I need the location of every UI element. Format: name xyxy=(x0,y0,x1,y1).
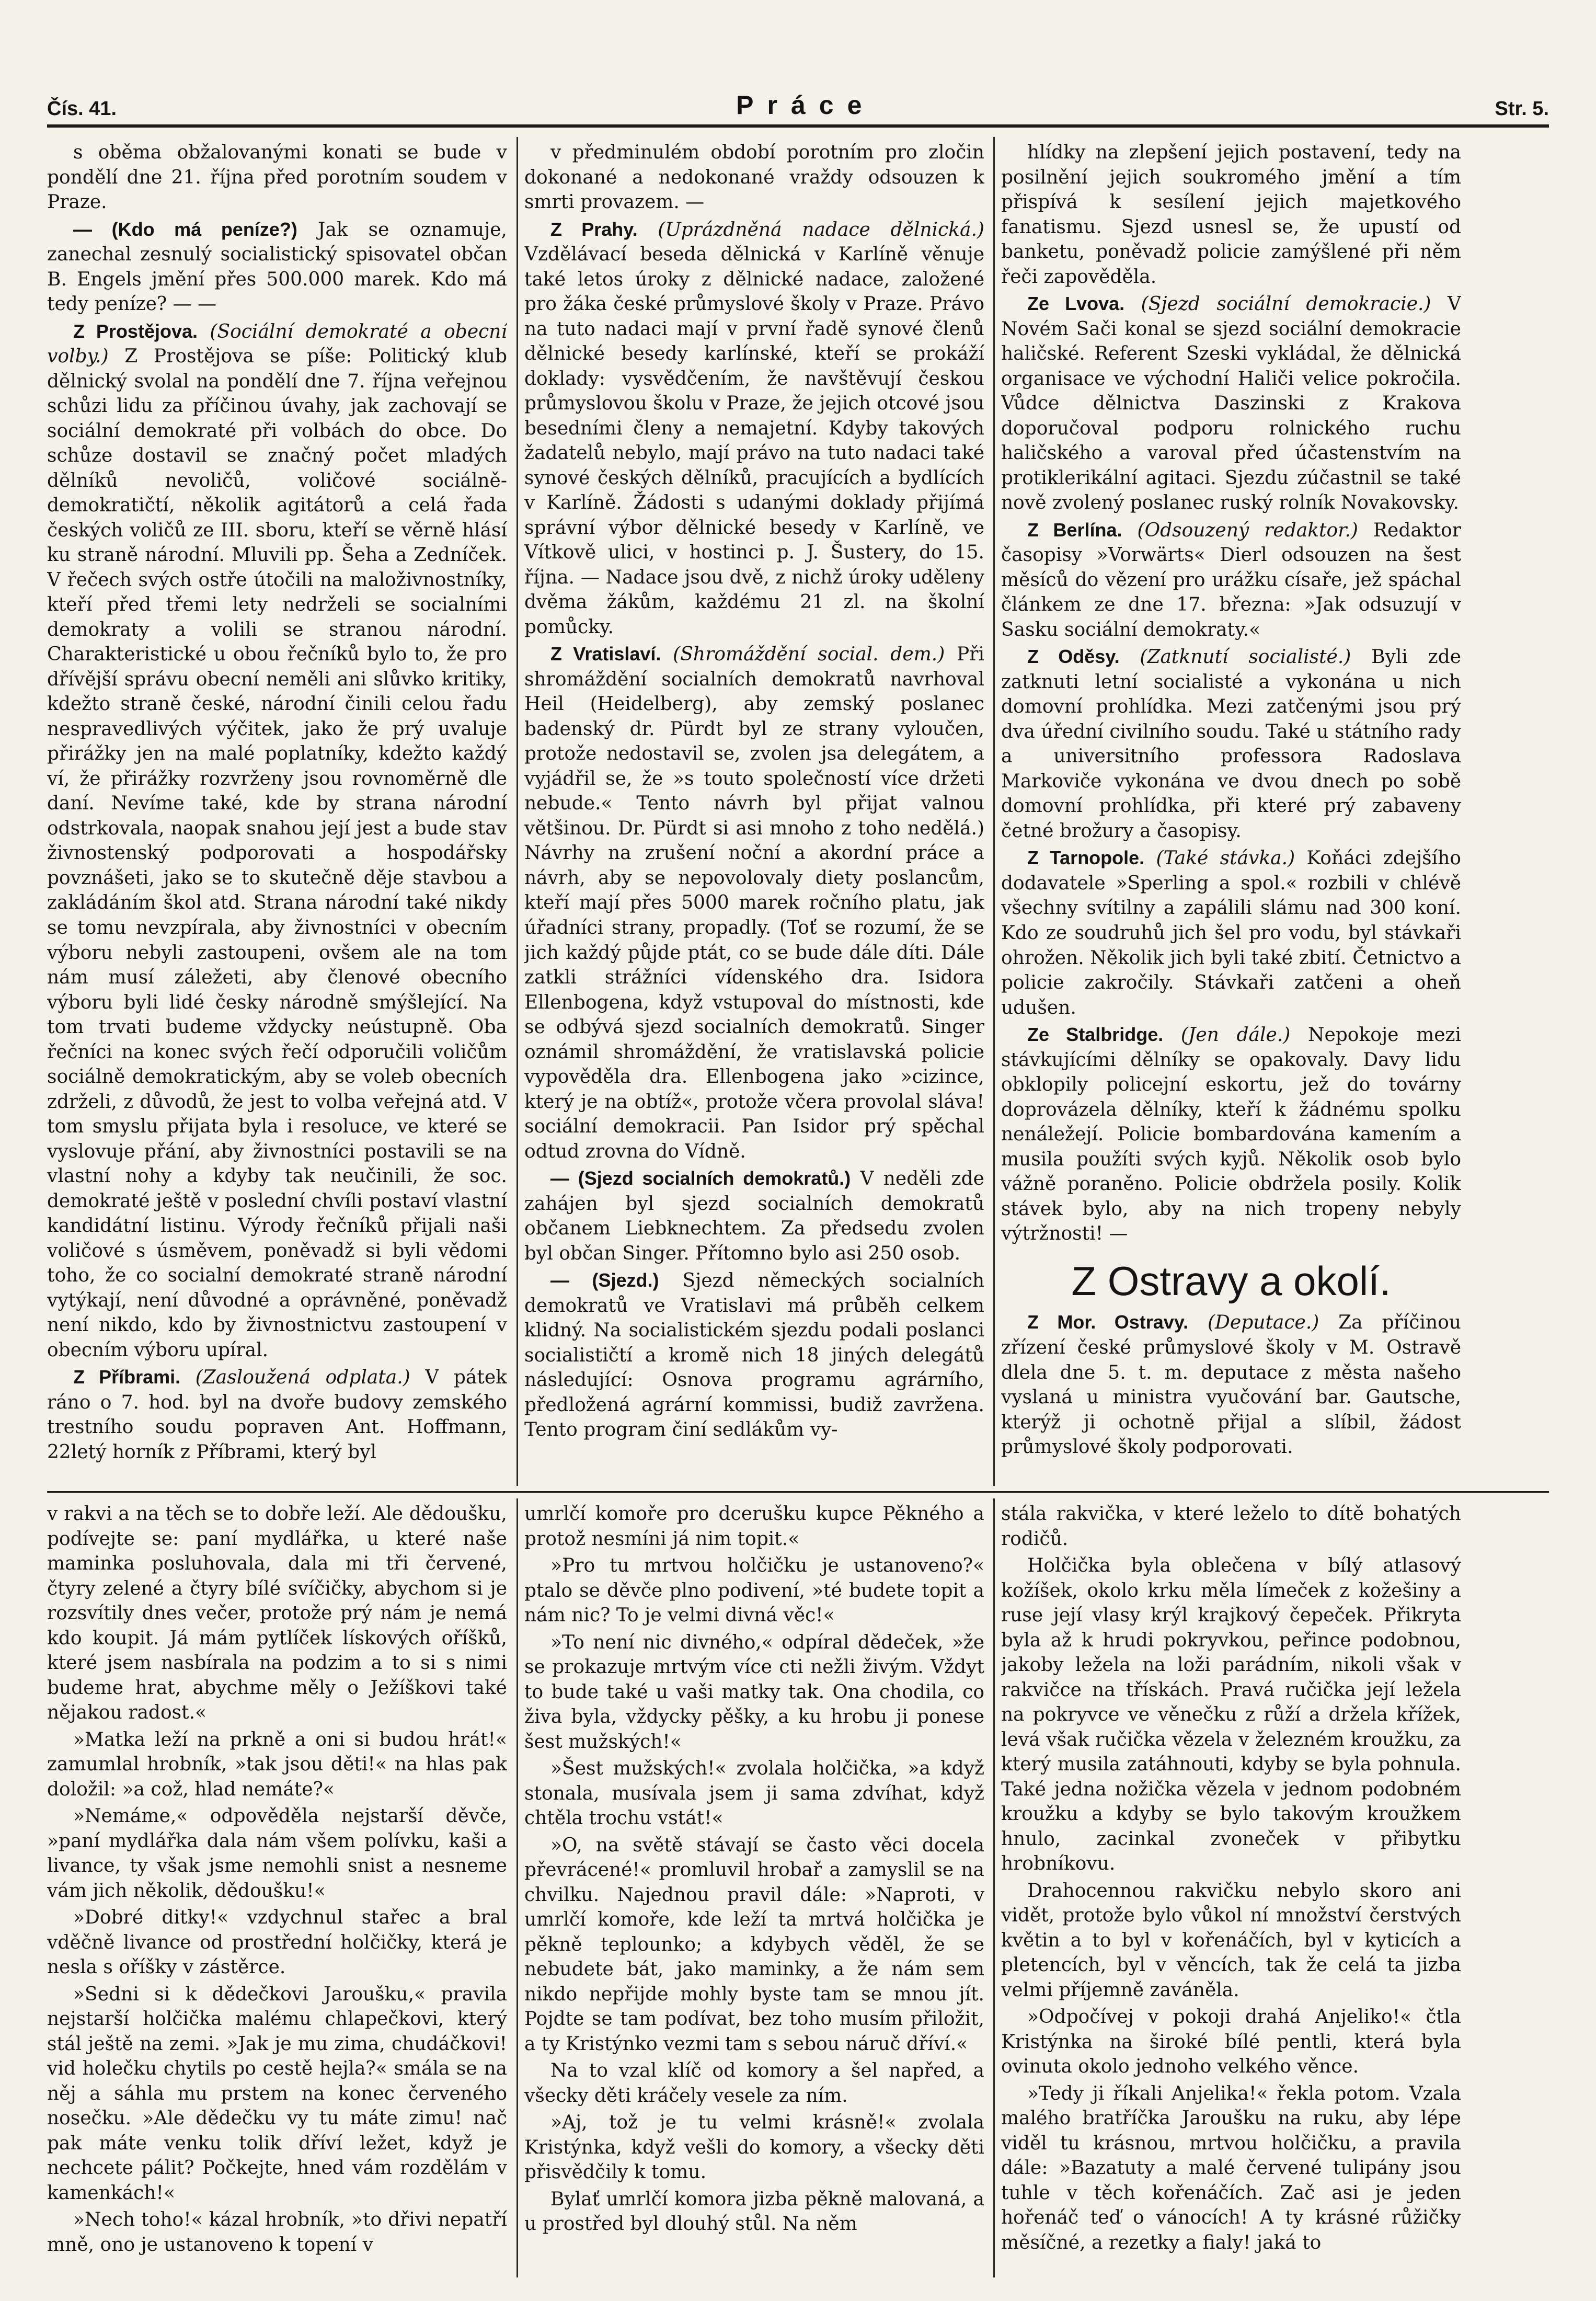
article-subheading: (Odsouzený redaktor.) xyxy=(1137,519,1358,541)
newspaper-title: Práce xyxy=(736,90,876,120)
article-paragraph xyxy=(524,140,984,215)
article-paragraph xyxy=(1001,1502,1461,1551)
article-subheading: (Shromáždění social. dem.) xyxy=(673,644,945,666)
article-heading: Ze Lvova. xyxy=(1027,293,1125,315)
article-text: »Aj, tož je tu velmi krásně!« zvolala Kristýnka, když vešli do komory, a všecky děti přisvědčily k tomu. xyxy=(524,2112,984,2183)
article-paragraph xyxy=(47,1365,507,1464)
article-text: Sjezd německých socialních demokratů ve Vratislavi má průběh celkem klidný. Na socialistickém sjezdu podali poslanci socialističtí a kromě nich 18 jiných delegátů následující: Osnova programu agrárního, předložená agrární kommissi, budiž zavržena. Tento program činí sedlákům vy- xyxy=(524,1270,984,1441)
article-paragraph xyxy=(524,2058,984,2108)
article-subheading: (Také stávka.) xyxy=(1156,848,1295,869)
article-paragraph xyxy=(47,319,507,1363)
article-heading: — (Kdo má peníze?) xyxy=(73,218,297,240)
article-heading: Z Příbrami. xyxy=(73,1366,181,1388)
article-heading: — (Sjezd.) xyxy=(550,1269,659,1291)
article-subheading: (Uprázdněná nadace dělnická.) xyxy=(658,219,984,241)
article-paragraph xyxy=(1001,1553,1461,1876)
article-text: v rakvi a na těch se to dobře leží. Ale dědoušku, podívejte se: paní mydlářka, u které naše maminka posluhovala, dala mi tři červené, čtyry zelené a čtyry bílé svíčičky, abychom si je rozsvítily dnes večer, protože prý nám je nemá kdo koupit. Já mám pytlíček lískových oříšků, které jsem nasbírala na podzim a to si s nimi budeme hrat, abychme měly o Ježíškovi také nějakou radost.« xyxy=(47,1503,507,1724)
article-text: Byli zde zatknuti letní socialisté a vykonána u nich domovní prohlídka. Mezi zatčenými jsou prý dva úřední civilního soudu. Také u státního rady a universitního professora Radoslava Markoviče vykonána ve dvou dnech po sobě domovní prohlídka, při které prý zabaveny četné brožury a časopisy. xyxy=(1001,646,1461,842)
article-paragraph xyxy=(47,140,507,215)
feuilleton-rule xyxy=(47,1491,1549,1493)
article-paragraph xyxy=(1001,644,1461,843)
article-paragraph xyxy=(524,1630,984,1755)
article-heading: Z Prostějova. xyxy=(73,320,198,342)
article-subheading: (Zasloužená odplata.) xyxy=(195,1367,410,1389)
article-paragraph xyxy=(524,1553,984,1628)
article-paragraph xyxy=(1001,2081,1461,2256)
article-text: umrlčí komoře pro dcerušku kupce Pěkného a protož nesmíni já nim topit.« xyxy=(524,1503,984,1550)
article-paragraph xyxy=(1001,291,1461,516)
article-paragraph xyxy=(47,1905,507,1980)
article-paragraph xyxy=(1001,1022,1461,1246)
article-text: V neděli zde zahájen byl sjezd socialních demokratů občanem Liebknechtem. Za předsedu zvolen byl občan Singer. Přítomno bylo asi 250 osob. xyxy=(524,1168,984,1264)
column-divider xyxy=(516,137,518,1486)
article-text: s oběma obžalovanými konati se bude v pondělí dne 21. října před porotním soudem v Praze. xyxy=(47,142,507,213)
article-subheading: (Zatknutí socialisté.) xyxy=(1140,646,1351,668)
bottom-column-1 xyxy=(47,1502,507,2275)
masthead-rule xyxy=(47,124,1549,128)
article-heading: Ze Stalbridge. xyxy=(1027,1024,1164,1046)
column-divider xyxy=(993,137,995,1486)
article-text: »Pro tu mrtvou holčičku je ustanoveno?« ptalo se děvče plno podivení, »té budete topit a nám nic? To je velmi divná věc!« xyxy=(524,1555,984,1627)
article-heading: Z Prahy. xyxy=(550,218,638,240)
article-text: »To není nic divného,« odpíral dědeček, »že se prokazuje mrtvým více cti nežli živým. Vždyt to bude také u vaši matky tak. Ona chodila, co živa byla, vždycky pěšky, a ku hrobu ji ponese šest mužských!« xyxy=(524,1631,984,1753)
column-divider xyxy=(993,1498,995,2277)
article-text: v předminulém období porotním pro zločin dokonané a nedokonané vraždy odsouzen k smrti provazem. — xyxy=(524,142,984,213)
article-paragraph xyxy=(47,217,507,317)
article-paragraph xyxy=(1001,140,1461,289)
article-text: »Dobré ditky!« vzdychnul stařec a bral vděčně livance od prostřední holčičky, která je nesla s oříšky v zástěrce. xyxy=(47,1907,507,1978)
article-paragraph xyxy=(1001,518,1461,643)
article-paragraph xyxy=(47,1727,507,1802)
article-heading: Z Mor. Ostravy. xyxy=(1027,1311,1189,1333)
article-heading: Z Berlína. xyxy=(1027,519,1122,541)
article-paragraph xyxy=(47,2207,507,2257)
article-heading: Z Vratislaví. xyxy=(550,643,661,665)
article-paragraph xyxy=(1001,1879,1461,2003)
article-text: Koňáci zdejšího dodavatele »Sperling a spol.« rozbili v chlévě všechny svítilny a zapálili slámu nad 300 koní. Kdo ze soudruhů jich šel pro vodu, byl stávkaři ohrožen. Několik jich byli také zbití. Četnictvo a policie zakročily. Stávkaři zatčeni a oheň udušen. xyxy=(1001,848,1461,1018)
article-text: Za příčinou zřízení české průmyslové školy v M. Ostravě dlela dne 5. t. m. deputace z města našeho vyslaná u ministra vyučování bar. Gautsche, kterýž ji ochotně přijal a slíbil, žádost průmyslové školy podporovati. xyxy=(1001,1312,1461,1458)
article-paragraph xyxy=(524,1268,984,1443)
article-text: Z Prostějova se píše: Politický klub dělnický svolal na pondělí dne 7. října veřejnou schůzi lidu za příčinou úvahy, jak zachovají se sociální demokraté při volbách do obce. Do schůze dostavil se značný počet mladých dělníků nevoličů, voličové sociálně-demokratičtí, několik agitátorů a celá řada českých voličů ze III. sboru, kteří se věrně hlásí ku straně národní. Mluvili pp. Šeha a Zedníček. V řečech svých ostře útočili na maloživnostníky, kteří před třemi lety nedrželi se socialními demokraty a volili se stranou národní. Charakteristické u obou řečníků bylo to, že pro dřívější správu obecní neměli ani slůvko kritiky, kdežto straně české, národní činili celou řadu nespravedlivých výčitek, jako že prý uvaluje přirážky jen na malé poplatníky, kdežto každý ví, že přirážky rozvrženy jsou rovnoměrně dle daní. Nevíme také, kde by strana národní odstrkovala, naopak snahou její jest a bude stav živnostenský podporovati a hospodářsky povznášeti, jako se to skutečně děje stavbou a zakládáním škol atd. Strana národní také nikdy se tomu nevzpírala, aby živnostníci v obecním výboru nebyli zastoupeni, ovšem ale na tom nám musí záležeti, aby členové obecního výboru byli lidé česky národně smýšlející. Na tom trvati budeme vždycky neústupně. Oba řečníci na konec svých řečí odporučili voličům sociálně demokratickým, aby se voleb obecních zdrželi, z důvodů, že jest to volba veřejná atd. V tom smyslu přijata byla i resoluce, ve které se vyslovuje přání, aby živnostníci postavili se na vlastní nohy a kdyby tak neučinili, že soc. demokraté ještě v poslední chvíli postaví vlastní kandidátní listinu. Výrody řečníků přijali naši voličové s úsměvem, poněvadž si byli vědomi toho, že co socialní demokraté straně národní vytýkají, není důvodné a oprávněné, poněvadž není nikdo, kdo by živnostnictvu zastoupení v obecním výboru upíral. xyxy=(47,346,507,1361)
article-subheading: (Deputace.) xyxy=(1208,1312,1319,1334)
page-number: Str. 5. xyxy=(1495,98,1549,120)
article-paragraph xyxy=(524,1502,984,1551)
article-paragraph xyxy=(524,1166,984,1266)
article-text: »Matka leží na prkně a oni si budou hrát!« zamumlal hrobník, »tak jsou děti!« na hlas pak doložil: »a což, hlad nemáte?« xyxy=(47,1728,507,1800)
article-subheading: (Sjezd sociální demokracie.) xyxy=(1141,293,1431,315)
article-paragraph xyxy=(47,1502,507,1725)
article-paragraph xyxy=(1001,2005,1461,2079)
article-text: Vzdělávací beseda dělnická v Karlíně věnuje také letos úroky z dělnické nadace, založené pro žáka české průmyslové školy v Praze. Právo na tuto nadaci mají v první řadě synové členů dělnické besedy karlínské, kteří se prokáží doklady: vysvědčením, že navštěvují českou průmyslovou školu v Praze, že jejich otcové jsou besedními členy a nemajetní. Kdyby takových žadatelů nebylo, mají právo na tuto nadaci také synové českých dělníků, pracujících a bydlících v Karlíně. Žádosti s udanými doklady přijímá správní výbor dělnické besedy v Karlíně, ve Vítkově ulici, v hostinci p. J. Šustery, do 15. října. — Nadace jsou dvě, z nichž úroky uděleny dvěma žákům, každému 21 zl. na školní pomůcky. xyxy=(524,244,984,638)
article-text: stála rakvička, v které leželo to dítě bohatých rodičů. xyxy=(1001,1503,1461,1550)
masthead xyxy=(47,78,1549,120)
top-column-2 xyxy=(524,140,984,1484)
article-text: »Nech toho!« kázal hrobník, »to dřivi nepatří mně, ono je ustanoveno k topení v xyxy=(47,2209,507,2256)
article-paragraph xyxy=(524,2187,984,2237)
article-heading: — (Sjezd socialních demokratů.) xyxy=(550,1167,851,1189)
article-paragraph xyxy=(1001,1310,1461,1459)
article-paragraph xyxy=(524,217,984,640)
top-column-1 xyxy=(47,140,507,1484)
article-text: »Šest mužských!« zvolala holčička, »a když stonala, musívala jsem ji sama zdvíhat, když chtěla trochu vstát!« xyxy=(524,1758,984,1829)
article-text: Na to vzal klíč od komory a šel napřed, a všecky děti kráčely vesele za ním. xyxy=(524,2060,984,2107)
article-paragraph xyxy=(524,642,984,1164)
bottom-column-2 xyxy=(524,1502,984,2275)
article-text: »Sedni si k dědečkovi Jaroušku,« pravila nejstarší holčička malému chlapečkovi, který stál ještě na zemi. »Jak je mu zima, chudáčkovi! vid holečku chytils po cestě hejla?« smála se na něj a sáhla mu prstem na konec červeného nosečku. »Ale dědečku vy tu máte zimu! nač pak máte venku tolik dříví ležet, když je nechcete pálit? Počkejte, hned vám rozdělám v kamenkách!« xyxy=(47,1983,507,2204)
section-title: Z Ostravy a okolí. xyxy=(1071,1257,1391,1304)
article-text: Bylať umrlčí komora jizba pěkně malovaná, a u prostřed byl dlouhý stůl. Na něm xyxy=(524,2188,984,2235)
article-text: Drahocennou rakvičku nebylo skoro ani vidět, protože bylo vůkol ní množství čerstvých květin a to byl v kořenáčích, byl v kyticích a pletencích, byl v věncích, tak že celá ta jizba velmi příjemně zaváněla. xyxy=(1001,1880,1461,2001)
article-paragraph xyxy=(524,1756,984,1831)
article-text: V Novém Sači konal se sjezd sociální demokracie haličské. Referent Szeski vykládal, že dělnická organisace ve východní Haliči velice pokročila. Vůdce dělnictva Daszinski z Krakova doporučoval podporu rolnického ruchu haličského a varoval před účastenstvím na protiklerikální agitaci. Sjezdu zúčastnil se také nově zvolený poslanec ruský rolník Novakovsky. xyxy=(1001,293,1461,514)
article-text: »Tedy ji říkali Anjelika!« řekla potom. Vzala malého bratříčka Jaroušku na ruku, aby lépe viděl tu krásnou, mrtvou holčičku, a pravila dále: »Bazatuty a malé červené tulipány jsou tuhle v těch kořenáčích. Zač asi je jeden hořenáč teď o vánocích! A ty krásné růžičky měsíčné, a rezetky a fialy! jaká to xyxy=(1001,2082,1461,2253)
column-divider xyxy=(516,1498,518,2277)
article-text: Holčička byla oblečena v bílý atlasový kožíšek, okolo krku měla límeček z kožešiny a ruse její vlasy krýl krajkový čepeček. Přikryta byla až k hrudi pokryvkou, peřince podobnou, jakoby ležela na loži parádním, nikoli však v rakvičce na třískách. Pravá ručička její ležela na pokryvce ve věnečku z růží a držela křížek, levá však ručička vězela v železném kroužku, za který musila zatáhnouti, kdyby se byla pohnula. Také jedna nožička vězela v jednom podobném kroužku a kdyby se bylo takovým kroužkem hnulo, zacinkal zvoneček v přibytku hrobníkovu. xyxy=(1001,1555,1461,1875)
article-text: Jak se oznamuje, zanechal zesnulý socialistický spisovatel občan B. Engels jmění přes 500.000 marek. Kdo má tedy peníze? — — xyxy=(47,219,507,315)
issue-number: Čís. 41. xyxy=(47,98,117,120)
article-paragraph xyxy=(524,2110,984,2185)
article-text: V pátek ráno o 7. hod. byl na dvoře budovy zemského trestního soudu popraven Ant. Hoffmann, 22letý horník z Příbrami, který byl xyxy=(47,1367,507,1463)
bottom-column-3 xyxy=(1001,1502,1461,2275)
article-text: Nepokoje mezi stávkujícími dělníky se opakovaly. Davy lidu obklopily policejní eskortu, jež do továrny doprovázela dělníky, kteří k žádnému spolku nenáležejí. Policie bombardována kamením a musila použíti svých kyjů. Několik osob bylo vážně poraněno. Policie obdržela posily. Kolik stávek bylo, aby na nich tropeny nebyly výtržnosti! — xyxy=(1001,1024,1461,1245)
article-paragraph xyxy=(47,1804,507,1903)
article-paragraph xyxy=(47,1982,507,2206)
article-subheading: (Sociální demokraté a obecní volby.) xyxy=(47,320,507,368)
article-text: »O, na světě stávají se často věci docela převrácené!« promluvil hrobař a zamyslil se na chvilku. Najednou pravil dále: »Naproti, v umrlčí komoře, kde leží ta mrtvá holčička je pěkně teplounko; a kdybych věděl, že se nebudete bát, jako maminky, a že nám sem nikdo nepřijde mohly byste tam se mnou jít. Pojdte se tam podívat, bez toho musím přiložit, a ty Kristýnko vezmi tam s sebou náruč dříví.« xyxy=(524,1834,984,2055)
article-text: Redaktor časopisy »Vorwärts« Dierl odsouzen na šest měsíců do vězení pro urážku císaře, jež spáchal článkem ze dne 17. března: »Jak odsuzují v Sasku sociální demokraty.« xyxy=(1001,519,1461,640)
article-text: hlídky na zlepšení jejich postavení, tedy na posilnění jejich soukromého jmění a tím přispívá k sesílení jejich majetkového fanatismu. Sjezd usnesl se, že upustí od banketu, poněvadž policie zamýšlené při něm řeči zapověděla. xyxy=(1001,142,1461,288)
article-paragraph xyxy=(524,1833,984,2057)
article-subheading: (Jen dále.) xyxy=(1180,1024,1291,1046)
article-heading: Z Oděsy. xyxy=(1027,646,1120,668)
article-text: Při shromáždění socialních demokratů navrhoval Heil (Heidelberg), aby zemský poslanec badenský dr. Pürdt byl ze strany vyloučen, protože nedostavil se, zvolen jsa delegátem, a vyjádřil se, že »s touto společností více držeti nebude.« Tento návrh byl přijat valnou většinou. Dr. Pürdt si asi mnoho z toho nedělá.) Návrhy na zrušení noční a akordní práce a návrh, aby se nepovolovaly diety poslancům, kteří mají přes 5000 marek ročního platu, jak úřadníci strany, propadly. (Toť se rozumí, že se jich každý půjde ptát, co se bude dále díti. Dále zatkli strážníci vídenského dra. Isidora Ellenbogena, když vstupoval do místnosti, kde se odbývá sjezd socialních demokratů. Singer oznámil shromáždění, že vratislavská policie vypověděla dra. Ellenbogena jako »cizince, který je na obtíž«, protože včera provolal sláva! sociální demokracii. Pan Isidor prý spěchal odtud zrovna do Vídně. xyxy=(524,644,984,1162)
article-text: »Nemáme,« odpověděla nejstarší děvče, »paní mydlářka dala nám všem polívku, kaši a livance, ty však jsme nemohli snist a nesneme vám jich několik, dědoušku!« xyxy=(47,1805,507,1902)
top-column-3 xyxy=(1001,140,1461,1484)
article-paragraph xyxy=(1001,845,1461,1020)
article-heading: Z Tarnopole. xyxy=(1027,847,1145,869)
article-text: »Odpočívej v pokoji drahá Anjeliko!« čtla Kristýnka na široké bílé pentli, která byla ovinuta okolo jednoho velkého věnce. xyxy=(1001,2006,1461,2078)
